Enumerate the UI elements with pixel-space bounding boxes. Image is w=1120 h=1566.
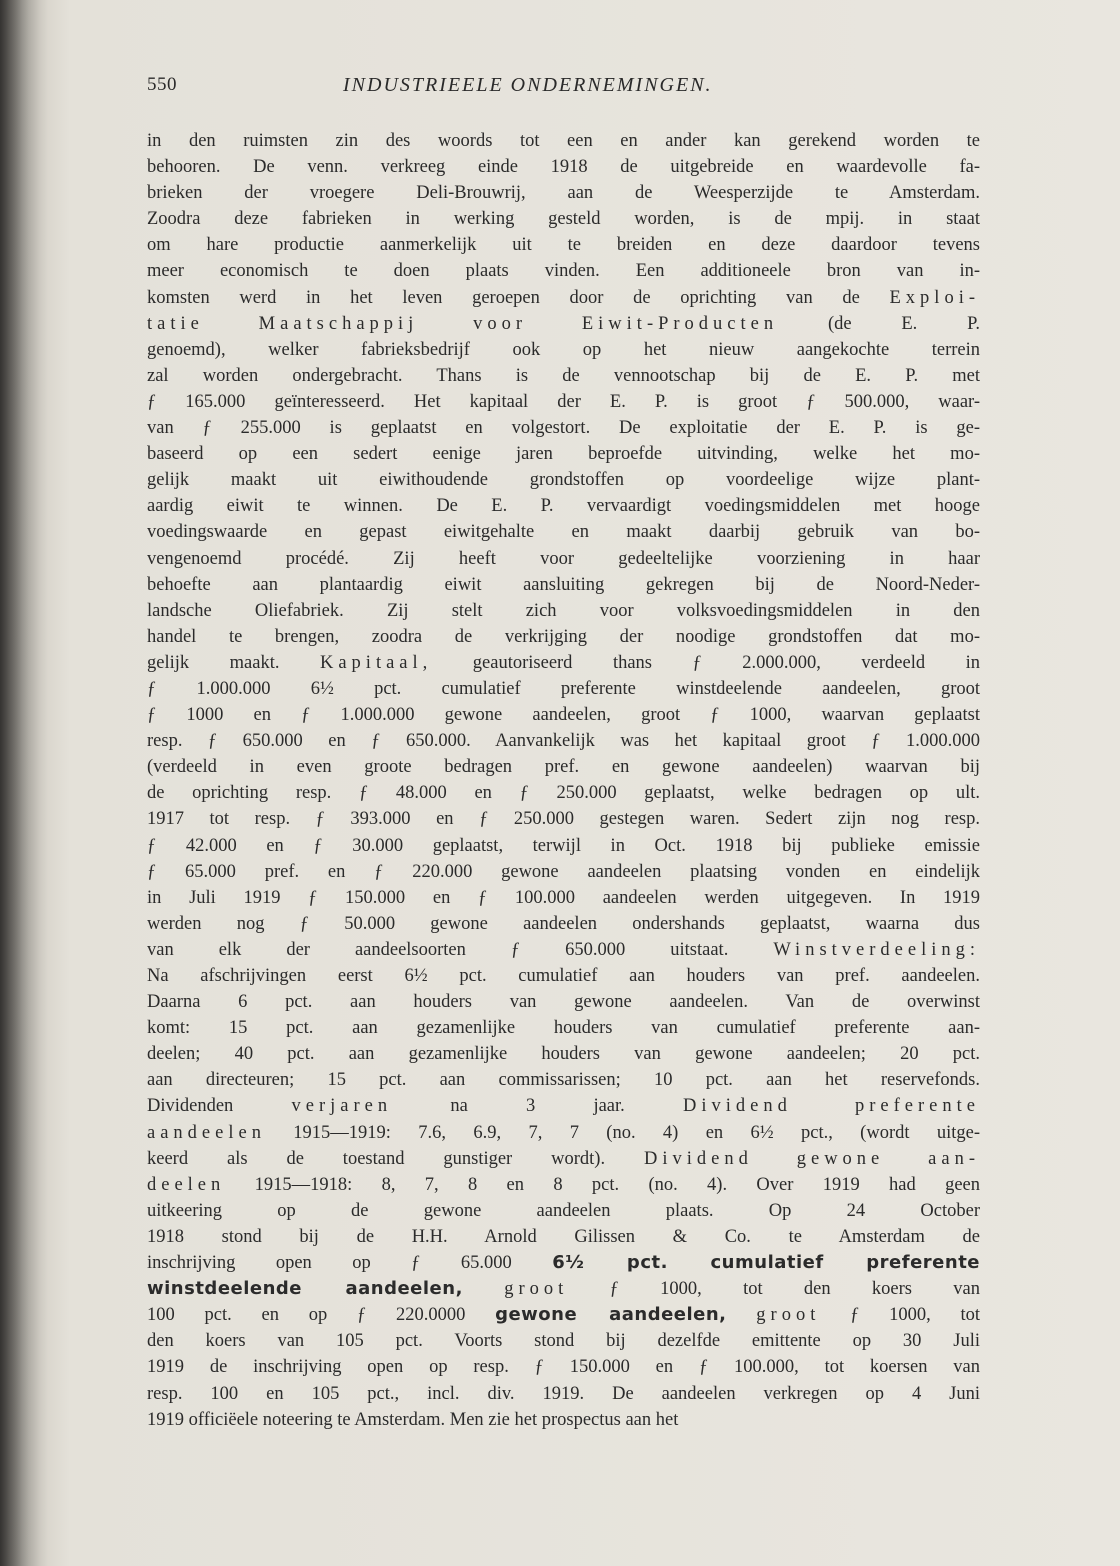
text-line: resp. 100 en 105 pct., incl. div. 1919. De aandeelen verkregen op 4 Juni — [147, 1383, 980, 1404]
text-line: meer economisch te doen plaats vinden. Een additioneele bron van in- — [147, 261, 980, 282]
text-line: 1918 stond bij de H.H. Arnold Gilissen & Co. te Amsterdam de — [147, 1226, 980, 1247]
text-line: Daarna 6 pct. aan houders van gewone aandeelen. Van de overwinst — [147, 992, 980, 1013]
text-line: behoefte aan plantaardig eiwit aansluiting gekregen bij de Noord-Neder- — [147, 574, 980, 595]
text-line: Dividenden verjaren na 3 jaar. Dividend preferente — [147, 1096, 980, 1117]
spaced-text: groot — [756, 1305, 821, 1326]
text-line: ƒ 42.000 en ƒ 30.000 geplaatst, terwijl in Oct. 1918 bij publieke emissie — [147, 835, 980, 856]
page-number: 550 — [147, 74, 177, 95]
spaced-text: Dividend gewone aan- — [643, 1148, 980, 1169]
text-line: (verdeeld in even groote bedragen pref. en gewone aandeelen) waarvan bij — [147, 757, 980, 778]
body-text — [147, 128, 980, 1433]
text-line: ƒ 65.000 pref. en ƒ 220.000 gewone aandeelen plaatsing vonden en eindelijk — [147, 861, 980, 882]
spaced-text: Kapitaal, — [319, 652, 433, 673]
text-line: inschrijving open op ƒ 65.000 6½ pct. cumulatief preferente — [147, 1252, 980, 1274]
text-line: 100 pct. en op ƒ 220.0000 gewone aandeelen, groot ƒ 1000, tot — [147, 1304, 980, 1326]
spaced-text: groot — [504, 1279, 569, 1300]
spaced-text: Winstverdeeling: — [773, 939, 980, 960]
text-line: zal worden ondergebracht. Thans is de vennootschap bij de E. P. met — [147, 365, 980, 386]
text-line: gelijk maakt uit eiwithoudende grondstoffen op voordeelige wijze plant- — [147, 470, 980, 491]
text-line: uitkeering op de gewone aandeelen plaats. Op 24 October — [147, 1200, 980, 1221]
page-header — [147, 74, 980, 104]
text-line: aardig eiwit te winnen. De E. P. vervaardigt voedingsmiddelen met hooge — [147, 496, 980, 517]
text-line: behooren. De venn. verkreeg einde 1918 de uitgebreide en waardevolle fa- — [147, 157, 980, 178]
spaced-text: aandeelen — [147, 1122, 266, 1143]
text-line: Zoodra deze fabrieken in werking gesteld worden, is de mpij. in staat — [147, 209, 980, 230]
text-line: den koers van 105 pct. Voorts stond bij dezelfde emittente op 30 Juli — [147, 1331, 980, 1352]
text-line: 1919 de inschrijving open op resp. ƒ 150.000 en ƒ 100.000, tot koersen van — [147, 1357, 980, 1378]
binding-gutter-shadow — [0, 0, 48, 1566]
text-line: voedingswaarde en gepast eiwitgehalte en maakt daarbij gebruik van bo- — [147, 522, 980, 543]
text-line: ƒ 165.000 geïnteresseerd. Het kapitaal der E. P. is groot ƒ 500.000, waar- — [147, 391, 980, 412]
text-line: van ƒ 255.000 is geplaatst en volgestort. De exploitatie der E. P. is ge- — [147, 418, 980, 439]
bold-text: winstdeelende aandeelen, — [147, 1278, 463, 1300]
spaced-text: verjaren — [291, 1096, 393, 1117]
text-line: in Juli 1919 ƒ 150.000 en ƒ 100.000 aandeelen werden uitgegeven. In 1919 — [147, 887, 980, 908]
text-line: ƒ 1.000.000 6½ pct. cumulatief preferente winstdeelende aandeelen, groot — [147, 678, 980, 699]
text-line: 1919 officiëele noteering te Amsterdam. Men zie het prospectus aan het — [147, 1409, 679, 1430]
text-line: Na afschrijvingen eerst 6½ pct. cumulatief aan houders van pref. aandeelen. — [147, 966, 980, 986]
text-line: van elk der aandeelsoorten ƒ 650.000 uitstaat. Winstverdeeling: — [147, 939, 980, 960]
text-line: vengenoemd procédé. Zij heeft voor gedeeltelijke voorziening in haar — [147, 548, 980, 569]
text-line: om hare productie aanmerkelijk uit te breiden en deze daardoor tevens — [147, 235, 980, 256]
text-line: genoemd), welker fabrieksbedrijf ook op het nieuw aangekochte terrein — [147, 339, 980, 360]
text-line: 1917 tot resp. ƒ 393.000 en ƒ 250.000 gestegen waren. Sedert zijn nog resp. — [147, 809, 980, 830]
text-line: brieken der vroegere Deli-Brouwrij, aan de Weesperzijde te Amsterdam. — [147, 183, 980, 204]
text-line: baseerd op een sedert eenige jaren beproefde uitvinding, welke het mo- — [147, 444, 980, 465]
text-line: tatie Maatschappij voor Eiwit-Producten (de E. P. — [147, 313, 980, 334]
text-line: gelijk maakt. Kapitaal, geautoriseerd thans ƒ 2.000.000, verdeeld in — [147, 652, 980, 673]
text-line: komt: 15 pct. aan gezamenlijke houders van cumulatief preferente aan- — [147, 1018, 980, 1039]
spaced-company-name: tatie Maatschappij voor Eiwit-Producten — [147, 313, 779, 334]
text-line: landsche Oliefabriek. Zij stelt zich voor volksvoedingsmiddelen in den — [147, 600, 980, 621]
text-line: keerd als de toestand gunstiger wordt). Dividend gewone aan- — [147, 1148, 980, 1169]
bold-text: 6½ pct. cumulatief preferente — [552, 1252, 980, 1274]
text-line: komsten werd in het leven geroepen door de oprichting van de Exploi- — [147, 287, 980, 308]
text-line: winstdeelende aandeelen, groot ƒ 1000, tot den koers van — [147, 1278, 980, 1300]
text-line: ƒ 1000 en ƒ 1.000.000 gewone aandeelen, groot ƒ 1000, waarvan geplaatst — [147, 705, 980, 726]
text-line: deelen 1915—1918: 8, 7, 8 en 8 pct. (no. 4). Over 1919 had geen — [147, 1174, 980, 1195]
text-line: in den ruimsten zin des woords tot een en ander kan gerekend worden te — [147, 131, 980, 151]
spaced-text: deelen — [147, 1174, 226, 1195]
text-line: aandeelen 1915—1919: 7.6, 6.9, 7, 7 (no. 4) en 6½ pct., (wordt uitge- — [147, 1122, 980, 1143]
text-line: de oprichting resp. ƒ 48.000 en ƒ 250.000 geplaatst, welke bedragen op ult. — [147, 783, 980, 804]
text-line: handel te brengen, zoodra de verkrijging der noodige grondstoffen dat mo- — [147, 626, 980, 647]
text-line: resp. ƒ 650.000 en ƒ 650.000. Aanvankelijk was het kapitaal groot ƒ 1.000.000 — [147, 731, 980, 752]
bold-text: gewone aandeelen, — [495, 1304, 727, 1326]
text-line: aan directeuren; 15 pct. aan commissarissen; 10 pct. aan het reservefonds. — [147, 1070, 980, 1091]
text-line: werden nog ƒ 50.000 gewone aandeelen ondershands geplaatst, waarna dus — [147, 913, 980, 934]
text-line: deelen; 40 pct. aan gezamenlijke houders van gewone aandeelen; 20 pct. — [147, 1044, 980, 1065]
spaced-text: Dividend preferente — [682, 1096, 980, 1117]
running-head: INDUSTRIEELE ONDERNEMINGEN. — [343, 74, 713, 96]
spaced-text: Exploi- — [889, 287, 980, 308]
